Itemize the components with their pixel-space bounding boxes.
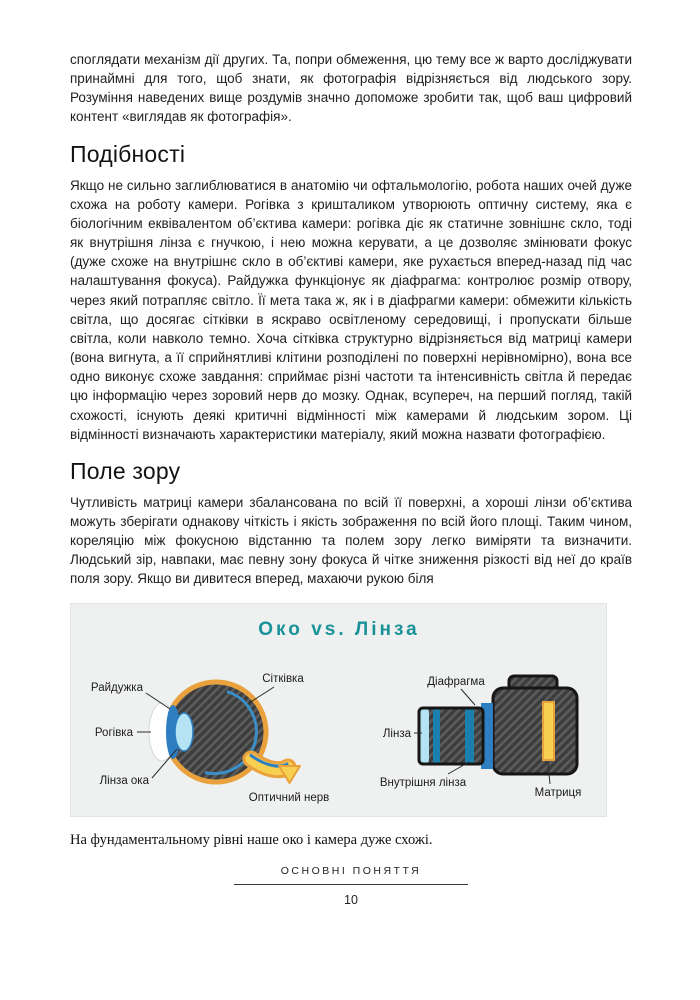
sensor-strip [543, 702, 554, 760]
eye-lens-shape [175, 713, 193, 751]
label-eye-lens: Лінза ока [99, 774, 149, 787]
label-iris: Райдужка [90, 681, 143, 694]
section-title-similarities: Подібності [70, 140, 186, 167]
label-cornea: Рогівка [94, 726, 133, 739]
page-number: 10 [344, 892, 358, 907]
inner-lens-ring [465, 708, 474, 764]
page-footer [70, 865, 632, 907]
label-retina: Сітківка [262, 672, 304, 685]
camera-diagram [419, 676, 577, 774]
similarities-paragraph: Якщо не сильно заглиблюватися в анатомію чи офтальмологію, робота наших очей дуже схожа на роботу камери. Рогівка з кришталиком утворюють оптичну систему, яка є біологічним еквівалентом об’єктива камери: рогівка діє як статичне зовнішнє скло, тоді як внутрішня лінза є гнучкою, і нею можна керувати, а це дозволяє змінювати фокус (дуже схоже на внутрішнє скло в об’єктиві камери, яке рухається вперед-назад під час налаштування фокуса). Райдужка функціонує як діафрагма: контролює розмір отвору, через який потрапляє світло. Її мета така ж, як і в діафрагми камери: обмежити кількість світла, що досягає сітківки в яскраво освітленому середовищі, і пропускати більше світла, коли навколо темно. Хоча сітківка структурно відрізняється від матриці камери (вона вигнута, а її сприйнятливі клітини розподілені по поверхні нерівномірно), вона все одно виконує схоже завдання: сприймає різні частоти та інтенсивність світла й передає цю інформацію через зоровий нерв до мозку. Однак, всупереч, на перший погляд, такій схожості, існують деякі критичні відмінності між камерами й людським зором. Ці відмінності визначають характеристики матеріалу, який можна назвати фотографією. [70, 177, 632, 442]
eye-diagram [149, 682, 300, 783]
figure-title: Око vs. Лінза [258, 618, 420, 640]
eye-vs-lens-diagram [71, 604, 608, 817]
continuation-paragraph: споглядати механізм дії других. Та, попри обмеження, цю тему все ж варто досліджувати принаймні для того, щоб знати, як фотографія відрізняється від людського зору. Розуміння наведених вище роздумів значно допоможе зробити так, щоб ваш цифровий контент «виглядав як фотографія». [70, 52, 632, 125]
label-aperture: Діафрагма [427, 675, 485, 688]
section-title-field-of-view: Поле зору [70, 457, 181, 484]
label-sensor: Матриця [534, 786, 582, 799]
running-footer-label: ОСНОВНІ ПОНЯТТЯ [280, 864, 422, 877]
label-optic-nerve: Оптичний нерв [248, 791, 330, 804]
aperture-pointer-line [461, 689, 475, 705]
camera-body-shape [493, 688, 577, 774]
front-ring [433, 708, 440, 764]
eye-vs-lens-figure [70, 603, 607, 817]
field-of-view-paragraph: Чутливість матриці камери збалансована по всій її поверхні, а хороші лінзи об’єктива можуть зберігати однакову чіткість і якість зображення по всій його площі. Таким чином, кореляцію між фокусною відстанню та полем зору легко виміряти та визначити. Людський зір, навпаки, має певну зону фокуса й чітке зниження різкості від неї до країв поля зору. Якщо ви дивитеся вперед, махаючи рукою біля [70, 494, 632, 587]
label-lens: Лінза [382, 727, 411, 740]
label-inner-lens: Внутрішня лінза [379, 776, 467, 789]
figure-caption: На фундаментальному рівні наше око і камера дуже схожі. [70, 831, 433, 848]
footer-rule [234, 884, 468, 885]
